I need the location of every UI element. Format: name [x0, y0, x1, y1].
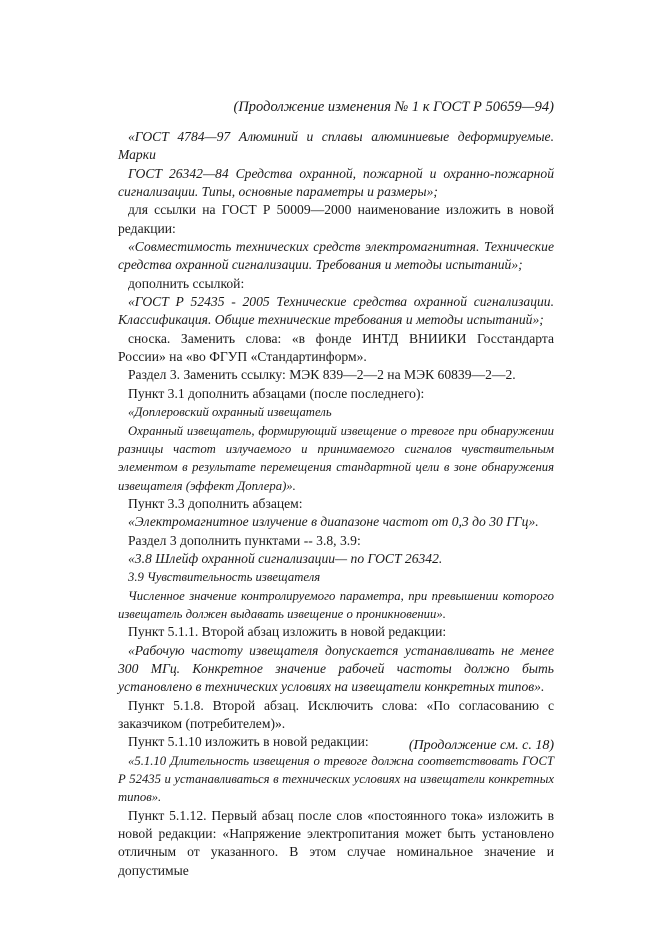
page-footer: (Продолжение см. с. 18) [408, 738, 554, 753]
paragraph: «ГОСТ Р 52435 - 2005 Технические средства охранной сигнализации. Классификация. Общие технические требования и методы испытаний»; [118, 294, 554, 328]
paragraph: «Рабочую частоту извещателя допускается устанавливать не менее 300 МГц. Конкретное значение рабочей частоты должно быть установлено в технических условиях на извещатели конкретных типов». [118, 642, 554, 695]
document-body [118, 128, 554, 880]
paragraph: дополнить ссылкой: [128, 275, 245, 291]
paragraph: Пункт 5.1.10 изложить в новой редакции: [128, 734, 369, 750]
paragraph: Раздел 3 дополнить пунктами -- 3.8, 3.9: [128, 532, 361, 548]
paragraph: «3.8 Шлейф охранной сигнализации— по ГОСТ 26342. [128, 550, 443, 566]
page-header: (Продолжение изменения № 1 к ГОСТ Р 50659—94) [233, 99, 554, 115]
paragraph: «ГОСТ 4784—97 Алюминий и сплавы алюминиевые деформируемые. Марки [118, 129, 554, 163]
paragraph: Численное значение контролируемого параметра, при превышении которого извещатель должен выдавать извещение о проникновении». [118, 588, 554, 621]
paragraph: «5.1.10 Длительность извещения о тревоге должна соответствовать ГОСТ Р 52435 и устанавливаться в технических условиях на извещатели конкретных типов». [118, 753, 554, 805]
paragraph: Раздел 3. Заменить ссылку: МЭК 839—2—2 на МЭК 60839—2—2. [128, 367, 516, 383]
paragraph: 3.9 Чувствительность извещателя [128, 570, 321, 585]
paragraph: для ссылки на ГОСТ Р 50009—2000 наименование изложить в новой редакции: [118, 202, 554, 236]
paragraph: Пункт 5.1.8. Второй абзац. Исключить слова: «По согласованию с заказчиком (потребителем)». [118, 697, 554, 731]
paragraph: Пункт 3.1 дополнить абзацами (после последнего): [128, 385, 425, 401]
paragraph: «Доплеровский охранный извещатель [128, 405, 332, 420]
paragraph: Пункт 5.1.1. Второй абзац изложить в новой редакции: [128, 624, 447, 640]
paragraph: «Совместимость технических средств электромагнитная. Технические средства охранной сигнализации. Требования и методы испытаний»; [118, 239, 554, 273]
paragraph: сноска. Заменить слова: «в фонде ИНТД ВНИИКИ Госстандарта России» на «во ФГУП «Стандартинформ». [118, 330, 554, 365]
paragraph: «Электромагнитное излучение в диапазоне частот от 0,3 до 30 ГГц». [128, 514, 539, 530]
paragraph: Пункт 3.3 дополнить абзацем: [128, 495, 303, 511]
paragraph: Пункт 5.1.12. Первый абзац после слов «постоянного тока» изложить в новой редакции: «Напряжение электропитания может быть установлено отличным от указанного. В этом случае номинальное значение и допустимые [118, 807, 554, 878]
paragraph: ГОСТ 26342—84 Средства охранной, пожарной и охранно-пожарной сигнализации. Типы, основные параметры и размеры»; [118, 165, 554, 200]
paragraph: Охранный извещатель, формирующий извещение о тревоге при обнаружении разницы частот излучаемого и принимаемого сигналов чувствительным элементом в результате перемещения стандартной цели в зоне обнаружения извещателя (эффект Доплера)». [118, 423, 554, 493]
